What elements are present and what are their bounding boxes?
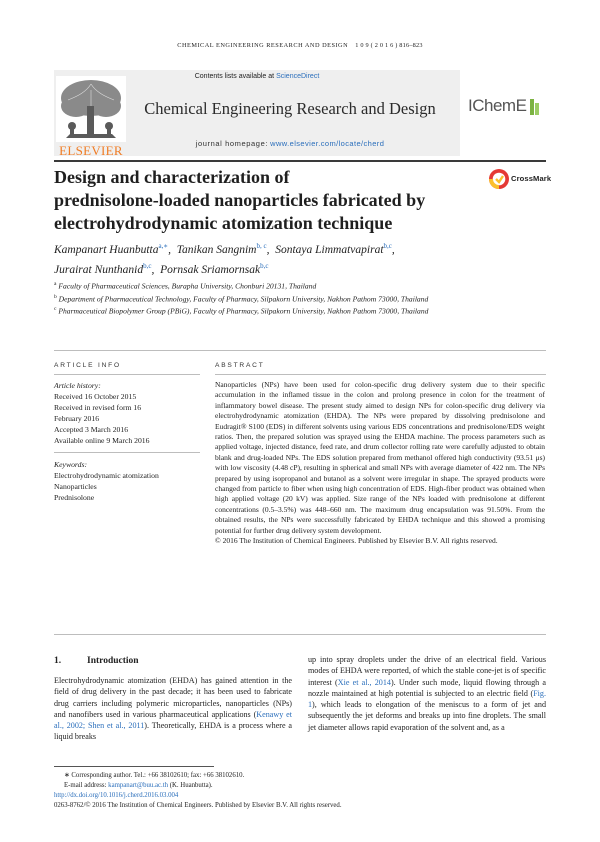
corresponding-author-note: ∗ Corresponding author. Tel.: +66 38102610; fax: +66 38102610.: [64, 772, 245, 779]
title-line: electrohydrodynamic atomization technique: [54, 213, 393, 233]
history-line: Received in revised form 16: [54, 403, 142, 412]
intro-text: up into spray droplets under the drive of an electrical field. Various modes of EHDA were reported, of which the stable cone-jet is of specific interest (: [308, 655, 546, 687]
intro-right-column: [308, 654, 546, 733]
affiliation-text: Department of Pharmaceutical Technology, Faculty of Pharmacy, Silpakorn University, Nakhon Pathom 73000, Thailand: [58, 294, 429, 304]
section-divider: [54, 350, 546, 351]
figure-reference-link[interactable]: Fig. 1: [308, 688, 546, 710]
affiliation-letter: c: [54, 306, 57, 313]
tree-icon: [56, 76, 126, 142]
crossmark-icon: [488, 168, 510, 190]
keyword: Electrohydrodynamic atomization: [54, 471, 159, 480]
affiliation-text: Pharmaceutical Biopolymer Group (PBiG), Faculty of Pharmacy, Silpakorn University, Nakhon Pathom 73000, Thailand: [58, 306, 429, 316]
affiliation: [54, 279, 474, 292]
email-link[interactable]: kampanart@buu.ac.th: [108, 782, 169, 789]
introduction-heading: [54, 656, 139, 666]
affiliation: [54, 292, 474, 305]
abstract-copyright: © 2016 The Institution of Chemical Engineers. Published by Elsevier B.V. All rights reserved.: [215, 536, 498, 546]
author-affil-marker[interactable]: b,c: [260, 261, 269, 270]
masthead-rule: [54, 160, 546, 162]
title-line: Design and characterization of: [54, 167, 290, 187]
affiliation-text: Faculty of Pharmaceutical Sciences, Burapha University, Chonburi 20131, Thailand: [58, 281, 317, 291]
abstract-rule: [215, 374, 546, 375]
sciencedirect-link[interactable]: ScienceDirect: [276, 73, 320, 80]
keywords-label: Keywords:: [54, 460, 88, 469]
author-name[interactable]: Jurairat Nunthanid: [54, 263, 144, 276]
author-name[interactable]: Kampanart Huanbutta: [54, 243, 159, 256]
history-label: Article history:: [54, 381, 101, 390]
issn-copyright: 0263-8762/© 2016 The Institution of Chemical Engineers. Published by Elsevier B.V. All rights reserved.: [54, 802, 342, 809]
elsevier-wordmark: ELSEVIER: [59, 143, 123, 158]
intro-text: ). Under such mode, liquid flowing through a nozzle maintained at high potential is subjected to an electric field (: [308, 677, 546, 698]
homepage-url-link[interactable]: www.elsevier.com/locate/cherd: [270, 139, 385, 148]
footnote-rule: [54, 766, 214, 767]
icheme-logo: [468, 96, 554, 118]
email-line: [54, 781, 474, 791]
running-header-volume: 1 0 9 ( 2 0 1 6 ) 816–823: [355, 42, 423, 49]
icheme-logo-text: IChemE: [468, 96, 527, 115]
section-number: 1.: [54, 656, 62, 666]
author-name[interactable]: Pornsak Sriamornsak: [160, 263, 261, 276]
article-info-heading: ARTICLE INFO: [54, 362, 121, 369]
homepage-label: journal homepage:: [195, 139, 269, 148]
affiliation-letter: b: [54, 293, 57, 300]
history-line: February 2016: [54, 414, 100, 423]
abstract-heading: ABSTRACT: [215, 362, 265, 369]
icheme-accent-icon: [468, 96, 554, 118]
keywords-rule: [54, 452, 200, 453]
email-suffix: (K. Huanbutta).: [169, 782, 213, 789]
keywords: [54, 459, 204, 503]
article-history: [54, 380, 204, 446]
running-header: [0, 42, 600, 49]
section-divider: [54, 634, 546, 635]
footnotes: [54, 771, 474, 811]
article-info-rule: [54, 374, 200, 375]
affiliation: [54, 304, 474, 317]
keyword: Nanoparticles: [54, 482, 97, 491]
citation-link[interactable]: Kenawy et al., 2002; Shen et al., 2011: [54, 709, 292, 731]
author-name[interactable]: Sontaya Limmatvapirat: [275, 243, 384, 256]
affiliation-letter: a: [54, 281, 57, 287]
history-line: Accepted 3 March 2016: [54, 425, 129, 434]
history-line: Received 16 October 2015: [54, 392, 137, 401]
author-affil-marker[interactable]: b, c: [256, 242, 267, 250]
title-line: prednisolone-loaded nanoparticles fabricated by: [54, 190, 426, 210]
abstract-body: [215, 380, 545, 547]
paper-title: [54, 166, 454, 235]
crossmark-label: CrossMark: [511, 174, 552, 183]
citation-link[interactable]: Xie et al., 2014: [337, 677, 391, 687]
author-affil-marker[interactable]: b,c: [143, 261, 152, 270]
section-title: Introduction: [87, 656, 139, 666]
intro-text: Electrohydrodynamic atomization (EHDA) has gained attention in the field of drug delivery in the past decade; it has been used to fabricate drug carriers including polymeric microparticles, nanoparticles (NPs) and nanofibers used in various pharmaceutical applications (: [54, 676, 292, 719]
affiliations: [54, 279, 474, 317]
journal-title[interactable]: Chemical Engineering Research and Design: [144, 99, 436, 118]
journal-homepage-line: [120, 139, 460, 148]
intro-left-column: [54, 675, 292, 743]
keyword: Prednisolone: [54, 493, 95, 502]
author-name[interactable]: Tanikan Sangnim: [176, 243, 257, 256]
author-affil-marker[interactable]: a,∗: [158, 242, 169, 250]
doi-link[interactable]: http://dx.doi.org/10.1016/j.cherd.2016.03.004: [54, 792, 179, 799]
history-line: Available online 9 March 2016: [54, 436, 150, 445]
abstract-text: Nanoparticles (NPs) have been used for colon-specific drug delivery system due to their specific accumulation in the inflamed tissue in the colon and prolong presence in colon for the treatment of inflammatory bowel disease. The present study aimed to design NPs for colon-specific drug delivery via electrohydrodynamic atomization (EHDA). The NPs were prepared by dissolving prednisolone and Eudragit® S100 (EDS) in different solvents using various EDS concentrations and prednisolone/EDS weight ratios. Then, the prepared solution was sprayed using the EHDA machine. The process parameters such as applied voltage, injected distance, feed rate, and drum collector rolling rate were carefully adjusted to obtain blank and drug-loaded NPs. The EDS solution prepared from methanol offered high conductivity (93.51 μs) with low viscosity (4.48 cP), resulting in spherical and small NPs with average diameter of 422 nm. The NPs prepared by using isopropanol and butanol as a solvent were irregular in shape. The sprayed products were changed from particle to fiber when using high concentration of EDS. High-fiber product was obtained when high applied voltage (20 kV) was applied. Size range of the NPs loaded with prednisolone at different concentrations (0.5–3.5%) was 448–660 nm. The maximum drug encapsulation was 91.50%. From the obtained results, the NPs were successfully fabricated by EHDA technique and this showed a promising potential for further drug delivery system development.: [215, 380, 545, 535]
author-affil-marker[interactable]: b,c: [383, 242, 392, 250]
intro-text: ). Theoretically, EHDA is a process where a liquid breaks: [54, 721, 292, 742]
contents-prefix: Contents lists available at: [194, 73, 275, 80]
running-header-journal: CHEMICAL ENGINEERING RESEARCH AND DESIGN: [177, 42, 349, 49]
intro-text: ), which leads to elongation of the meniscus to a form of jet and subsequently the jet deforms and breaks up into fine droplets. The small jet diameter allows rapid evaporation of the solvent and, as a: [308, 700, 546, 732]
email-label: E-mail address:: [64, 782, 107, 789]
author-list: Kampanart Huanbutta$^{a,∗}$, Tanikan Sangnim$^{b, c}$, Sontaya Limmatvapirat$^{b,c}$, Jurairat Nunthanid$^{b,c}$, Pornsak Sriamornsak$^{b,c}$: [54, 242, 395, 276]
